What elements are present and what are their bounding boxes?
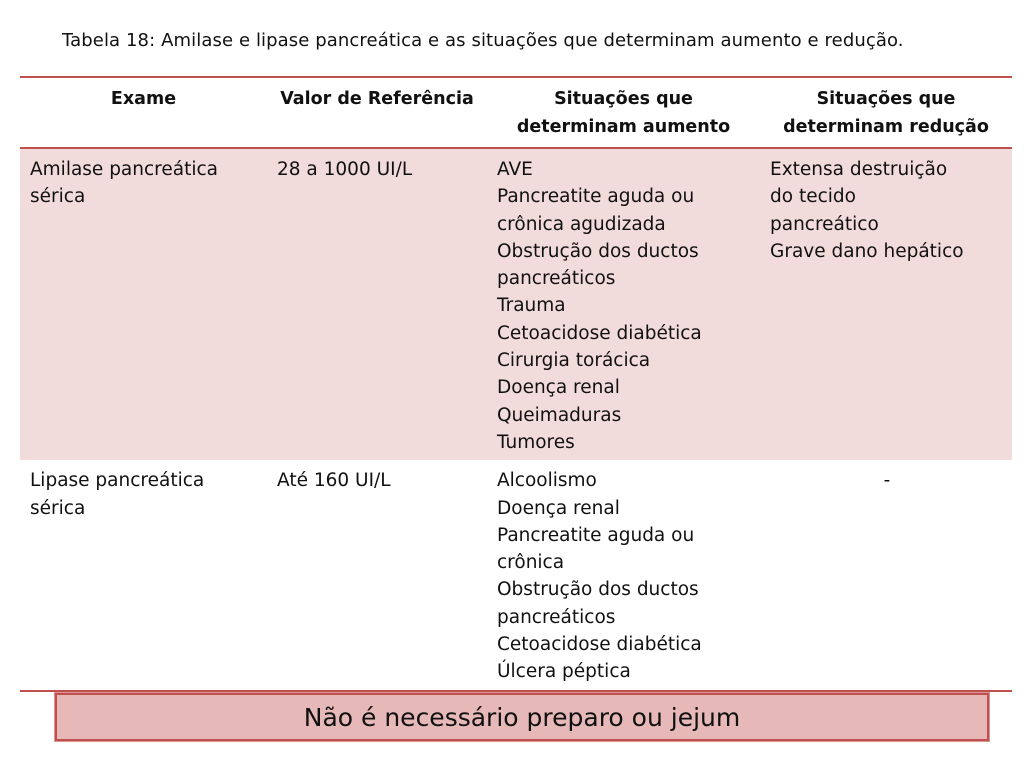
list-item: Queimaduras bbox=[497, 404, 622, 426]
list-item: Grave dano hepático bbox=[770, 240, 964, 262]
fasting-note-banner: Não é necessário preparo ou jejum bbox=[55, 693, 989, 741]
list-item: Obstrução dos ductos bbox=[497, 240, 699, 262]
list-item: Extensa destruição bbox=[770, 159, 948, 180]
table-caption: Tabela 18: Amilase e lipase pancreática e as situações que determinam aumento e redução. bbox=[62, 30, 904, 51]
list-item: Pancreatite aguda ou bbox=[497, 524, 695, 546]
cell-reducao: - bbox=[883, 470, 891, 492]
cell-valor: Até 160 UI/L bbox=[277, 470, 391, 492]
list-item: pancreático bbox=[770, 213, 879, 235]
list-item: Obstrução dos ductos bbox=[497, 579, 699, 601]
table-row-amilase bbox=[20, 148, 1012, 460]
list-item: Tumores bbox=[497, 431, 575, 453]
table-header-row bbox=[20, 77, 1012, 148]
data-table bbox=[20, 76, 1012, 692]
list-item: crônica bbox=[497, 552, 565, 574]
list-item: Cirurgia torácica bbox=[497, 350, 651, 372]
list-item: Doença renal bbox=[497, 497, 620, 519]
cell-reducao bbox=[760, 148, 1012, 460]
list-item: Alcoolismo bbox=[497, 470, 597, 492]
list-item: crônica agudizada bbox=[497, 213, 666, 235]
list-item: Úlcera péptica bbox=[497, 661, 631, 683]
list-item: Trauma bbox=[497, 295, 566, 317]
header-situacoes-reducao: Situações que determinam redução bbox=[783, 89, 989, 137]
cell-aumento bbox=[487, 460, 760, 690]
list-item: Pancreatite aguda ou bbox=[497, 186, 695, 208]
list-item: Doença renal bbox=[497, 377, 620, 399]
cell-valor: 28 a 1000 UI/L bbox=[277, 159, 413, 180]
cell-exame: Lipase pancreática sérica bbox=[30, 470, 205, 519]
header-valor-referencia: Valor de Referência bbox=[280, 89, 474, 109]
list-item: pancreáticos bbox=[497, 606, 616, 628]
header-situacoes-aumento: Situações que determinam aumento bbox=[516, 89, 731, 137]
cell-exame: Amilase pancreática sérica bbox=[30, 159, 218, 208]
cell-aumento bbox=[487, 148, 760, 460]
list-item: AVE bbox=[497, 159, 533, 180]
enzyme-table bbox=[20, 76, 1012, 692]
list-item: pancreáticos bbox=[497, 268, 616, 290]
list-item: Cetoacidose diabética bbox=[497, 634, 702, 656]
list-item: Cetoacidose diabética bbox=[497, 322, 702, 344]
list-item: do tecido bbox=[770, 186, 856, 208]
table-row-lipase bbox=[20, 460, 1012, 690]
header-exame: Exame bbox=[110, 89, 177, 109]
